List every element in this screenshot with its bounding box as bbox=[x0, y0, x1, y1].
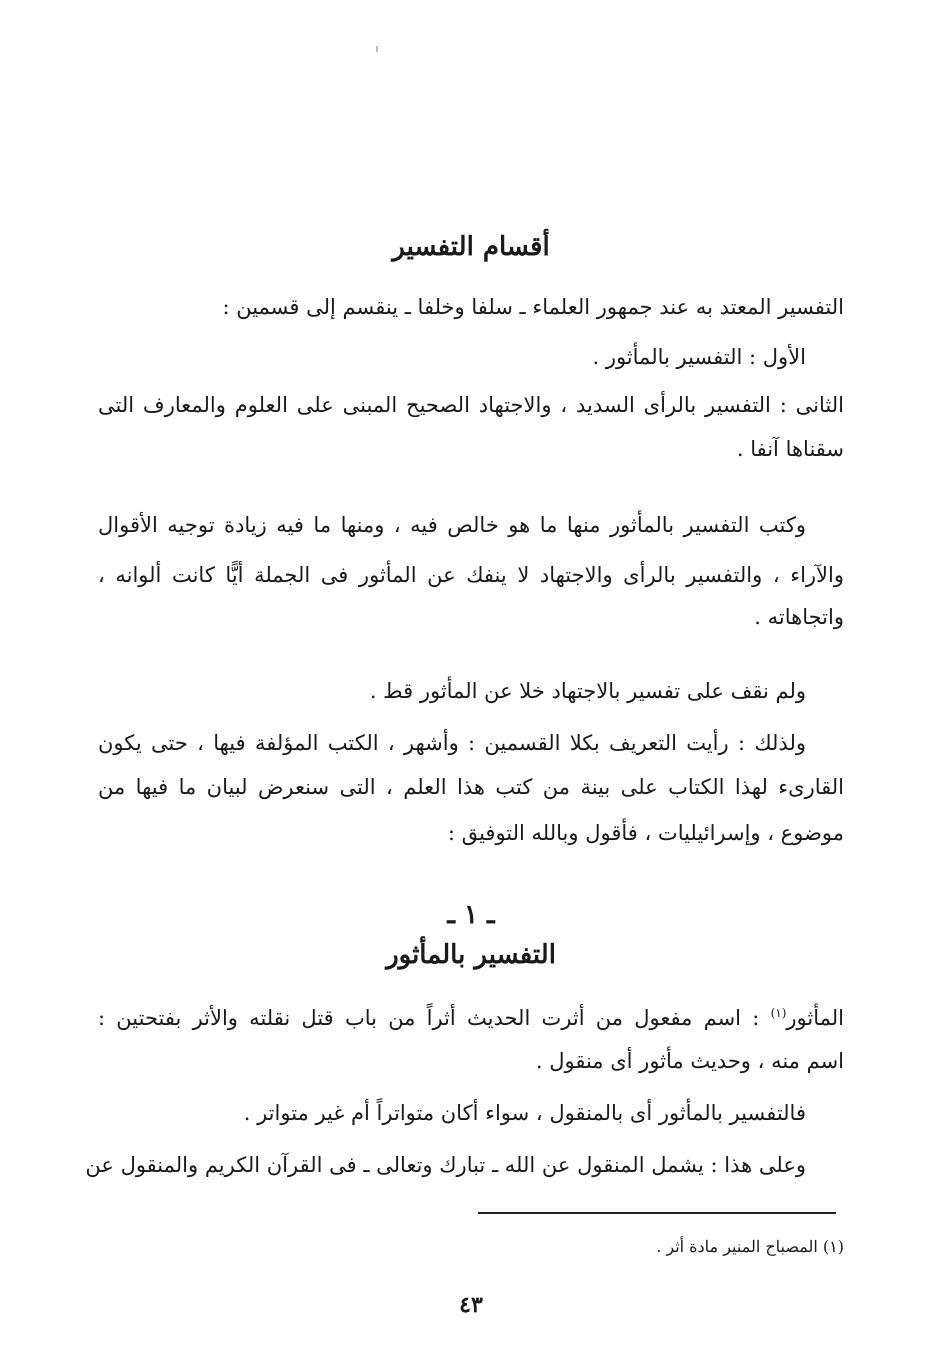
scan-mark bbox=[376, 46, 378, 52]
intro-line-2: الأول : التفسير بالمأثور . bbox=[592, 345, 806, 369]
para4-line-2: القارىء لهذا الكتاب على بينة من كتب هذا العلم ، التى سنعرض لبيان ما فيها من bbox=[98, 775, 844, 799]
para2-line-2: والآراء ، والتفسير بالرأى والاجتهاد لا ينفك عن المأثور فى الجملة أيًّا كانت ألوانه ، bbox=[98, 563, 844, 587]
para7-line-1: وعلى هذا : يشمل المنقول عن الله ـ تبارك وتعالى ـ فى القرآن الكريم والمنقول عن bbox=[85, 1153, 806, 1177]
para2-line-3: واتجاهاته . bbox=[754, 605, 844, 629]
section-number: ـ ١ ـ bbox=[447, 900, 495, 930]
footnote-ref: (١) bbox=[770, 1006, 787, 1020]
chapter-heading: أقسام التفسير bbox=[392, 232, 550, 262]
para5-line-1 bbox=[98, 998, 844, 1033]
footnote-divider bbox=[478, 1212, 836, 1214]
section-title: التفسير بالمأثور bbox=[386, 940, 556, 970]
intro-line-3: الثانى : التفسير بالرأى السديد ، والاجتهاد الصحيح المبنى على العلوم والمعارف التى bbox=[98, 393, 844, 417]
intro-line-4: سقناها آنفا . bbox=[736, 437, 844, 461]
intro-line-1: التفسير المعتد به عند جمهور العلماء ـ سلفا وخلفا ـ ينقسم إلى قسمين : bbox=[222, 295, 844, 319]
para4-line-3: موضوع ، وإسرائيليات ، فأقول وبالله التوفيق : bbox=[447, 821, 844, 845]
para5-line-1-text: : اسم مفعول من أثرت الحديث أثراً من باب قتل نقلته والأثر بفتحتين : bbox=[98, 1006, 771, 1030]
para5-line-2: اسم منه ، وحديث مأثور أى منقول . bbox=[535, 1049, 844, 1073]
para6-line-1: فالتفسير بالمأثور أى بالمنقول ، سواء أكان متواتراً أم غير متواتر . bbox=[243, 1101, 806, 1125]
para4-line-1: ولذلك : رأيت التعريف بكلا القسمين : وأشهر ، الكتب المؤلفة فيها ، حتى يكون bbox=[98, 731, 806, 755]
para5-term: المأثور bbox=[786, 1006, 844, 1030]
footnote-text: (١) المصباح المنير مادة أثر . bbox=[656, 1237, 844, 1256]
para3-line-1: ولم نقف على تفسير بالاجتهاد خلا عن المأثور قط . bbox=[369, 679, 806, 703]
page-number: ٤٣ bbox=[459, 1292, 483, 1318]
para2-line-1: وكتب التفسير بالمأثور منها ما هو خالص فيه ، ومنها ما فيه زيادة توجيه الأقوال bbox=[98, 513, 806, 537]
